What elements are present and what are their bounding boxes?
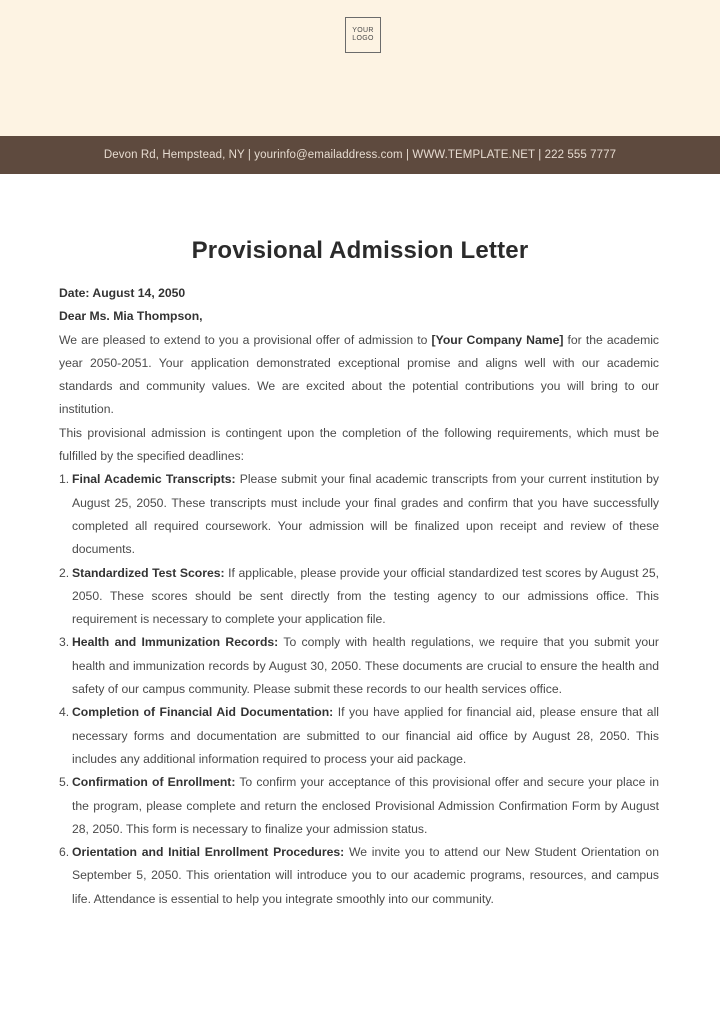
requirement-item — [59, 562, 659, 632]
letter-salutation: Dear Ms. Mia Thompson, — [59, 309, 203, 324]
requirement-number: 2. — [59, 565, 70, 580]
logo-placeholder — [345, 17, 381, 53]
company-name: [Your Company Name] — [431, 332, 564, 347]
requirement-title: Completion of Financial Aid Documentation: — [72, 705, 334, 720]
contingent-paragraph: This provisional admission is contingent upon the completion of the following requirements, which must be fulfilled by the specified deadlines: — [59, 425, 659, 464]
contact-info: Devon Rd, Hempstead, NY | yourinfo@emailaddress.com | WWW.TEMPLATE.NET | 222 555 7777 — [103, 149, 617, 161]
letter-body — [59, 282, 659, 911]
requirement-number: 1. — [59, 472, 70, 487]
requirement-text: To confirm your acceptance of this provisional offer and secure your place in the program, please complete and return the enclosed Provisional Admission Confirmation Form by August 28, 2050. This form is necessary to finalize your admission status. — [72, 775, 659, 836]
requirement-text: If applicable, please provide your official standardized test scores by August 25, 2050. These scores should be sent directly from the testing agency to our admissions office. This requirement is necessary to complete your application file. — [72, 565, 659, 627]
requirement-number: 5. — [59, 775, 70, 790]
intro-text-before: We are pleased to extend to you a provisional offer of admission to — [59, 332, 432, 347]
header-band — [0, 0, 720, 136]
requirement-item — [59, 841, 659, 911]
requirement-text: If you have applied for financial aid, please ensure that all necessary forms and documentation are submitted to our financial aid office by August 28, 2050. This includes any additional information required to process your aid package. — [72, 705, 659, 766]
requirement-title: Orientation and Initial Enrollment Procedures: — [72, 845, 345, 860]
requirement-number: 4. — [59, 705, 70, 720]
requirement-number: 6. — [59, 845, 70, 860]
contact-bar — [0, 136, 720, 174]
requirement-title: Health and Immunization Records: — [72, 635, 279, 650]
logo-line-2: LOGO — [352, 35, 374, 42]
requirement-item — [59, 468, 659, 561]
requirement-text: We invite you to attend our New Student Orientation on September 5, 2050. This orientation will introduce you to our academic programs, resources, and campus life. Attendance is essential to help you integrate smoothly into our community. — [72, 845, 659, 906]
requirement-item — [59, 631, 659, 701]
requirement-item — [59, 771, 659, 841]
intro-paragraph — [59, 329, 659, 422]
requirement-number: 3. — [59, 635, 70, 650]
requirement-item — [59, 701, 659, 771]
requirement-text: To comply with health regulations, we require that you submit your health and immunization records by August 30, 2050. These documents are crucial to ensure the health and safety of our campus community. Please submit these records to our health services office. — [72, 635, 659, 697]
requirements-list — [59, 468, 659, 911]
letter-title: Provisional Admission Letter — [191, 237, 529, 264]
requirement-title: Confirmation of Enrollment: — [72, 775, 236, 790]
requirement-title: Standardized Test Scores: — [72, 565, 225, 580]
requirement-title: Final Academic Transcripts: — [72, 472, 236, 487]
letter-date: Date: August 14, 2050 — [59, 286, 186, 300]
logo-line-1: YOUR — [352, 27, 374, 34]
intro-text-after: for the academic year 2050-2051. Your application demonstrated exceptional promise and aligns well with our academic standards and community values. We are excited about the potential contributions you will bring to our institution. — [59, 332, 660, 417]
requirement-text: Please submit your final academic transcripts from your current institution by August 25, 2050. These transcripts must include your final grades and confirm that you have successfully completed all required coursework. Your admission will be finalized upon receipt and review of these documents. — [72, 472, 659, 557]
